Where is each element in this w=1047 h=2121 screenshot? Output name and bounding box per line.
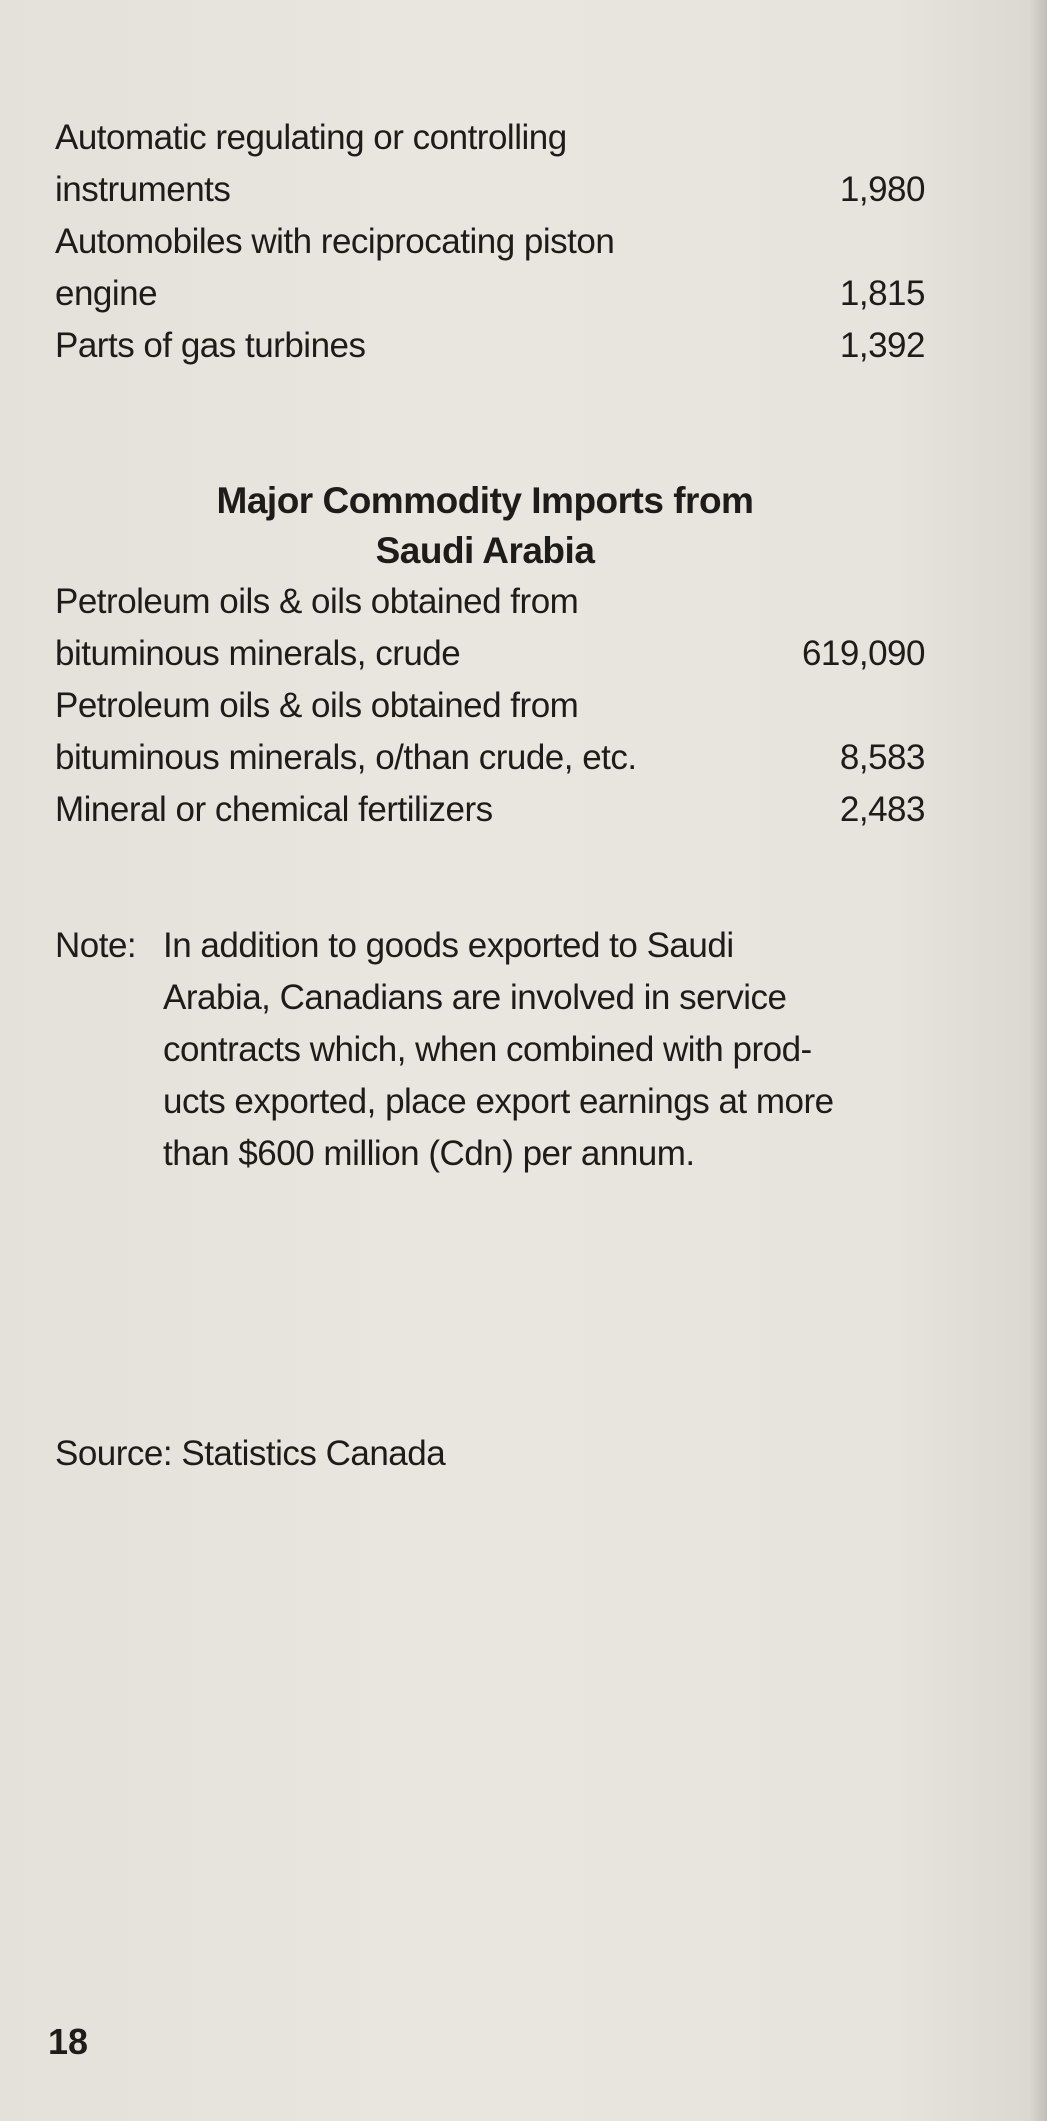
item-text-line: Mineral or chemical fertilizers: [55, 790, 493, 829]
page-number: 18: [48, 2021, 89, 2062]
item-text-line: bituminous minerals, crude: [55, 634, 461, 673]
item-row: [55, 164, 925, 216]
item-text-line: Parts of gas turbines: [55, 326, 366, 365]
page-content: [55, 112, 925, 1480]
spacer: [55, 836, 925, 920]
item-value: 1,392: [839, 326, 925, 365]
item-row: [55, 628, 925, 680]
item-value: 1,815: [839, 274, 925, 313]
note-text: [163, 920, 925, 1180]
note-line: ucts exported, place export earnings at more: [163, 1082, 834, 1121]
section-title: [45, 476, 925, 576]
item-row: [55, 732, 925, 784]
item-text-line: instruments: [55, 170, 231, 209]
item-text-line: Automatic regulating or controlling: [55, 118, 567, 157]
note-line: contracts which, when combined with prod-: [163, 1030, 812, 1069]
list-item: [55, 112, 925, 216]
item-value: 8,583: [839, 738, 925, 777]
section-title-line: Major Commodity Imports from: [216, 480, 754, 521]
note-line: Arabia, Canadians are involved in service: [163, 978, 787, 1017]
section-title-line: Saudi Arabia: [375, 530, 595, 571]
item-text-line: Petroleum oils & oils obtained from: [55, 582, 579, 621]
list-item: [55, 784, 925, 836]
note-label: Note:: [55, 926, 137, 965]
item-row: [55, 320, 925, 372]
note-line: In addition to goods exported to Saudi: [163, 926, 734, 965]
list-item: [55, 320, 925, 372]
list-item: [55, 216, 925, 320]
imports-list: [55, 576, 925, 836]
item-value: 2,483: [839, 790, 925, 829]
item-text-line: engine: [55, 274, 158, 313]
source-line: Source: Statistics Canada: [55, 1434, 446, 1473]
item-value: 1,980: [839, 170, 925, 209]
item-value: 619,090: [801, 634, 925, 673]
note-line: than $600 million (Cdn) per annum.: [163, 1134, 695, 1173]
spacer: [55, 372, 925, 476]
list-item: [55, 576, 925, 680]
item-text-line: Automobiles with reciprocating piston: [55, 222, 615, 261]
item-text-line: bituminous minerals, o/than crude, etc.: [55, 738, 637, 777]
list-item: [55, 680, 925, 784]
item-row: [55, 784, 925, 836]
item-text-line: Petroleum oils & oils obtained from: [55, 686, 579, 725]
spacer: [55, 1180, 925, 1428]
item-row: [55, 268, 925, 320]
note: [55, 920, 925, 1180]
exports-continued-list: [55, 112, 925, 372]
imports-section: [55, 476, 925, 836]
page-edge-shadow: [1029, 0, 1047, 2121]
